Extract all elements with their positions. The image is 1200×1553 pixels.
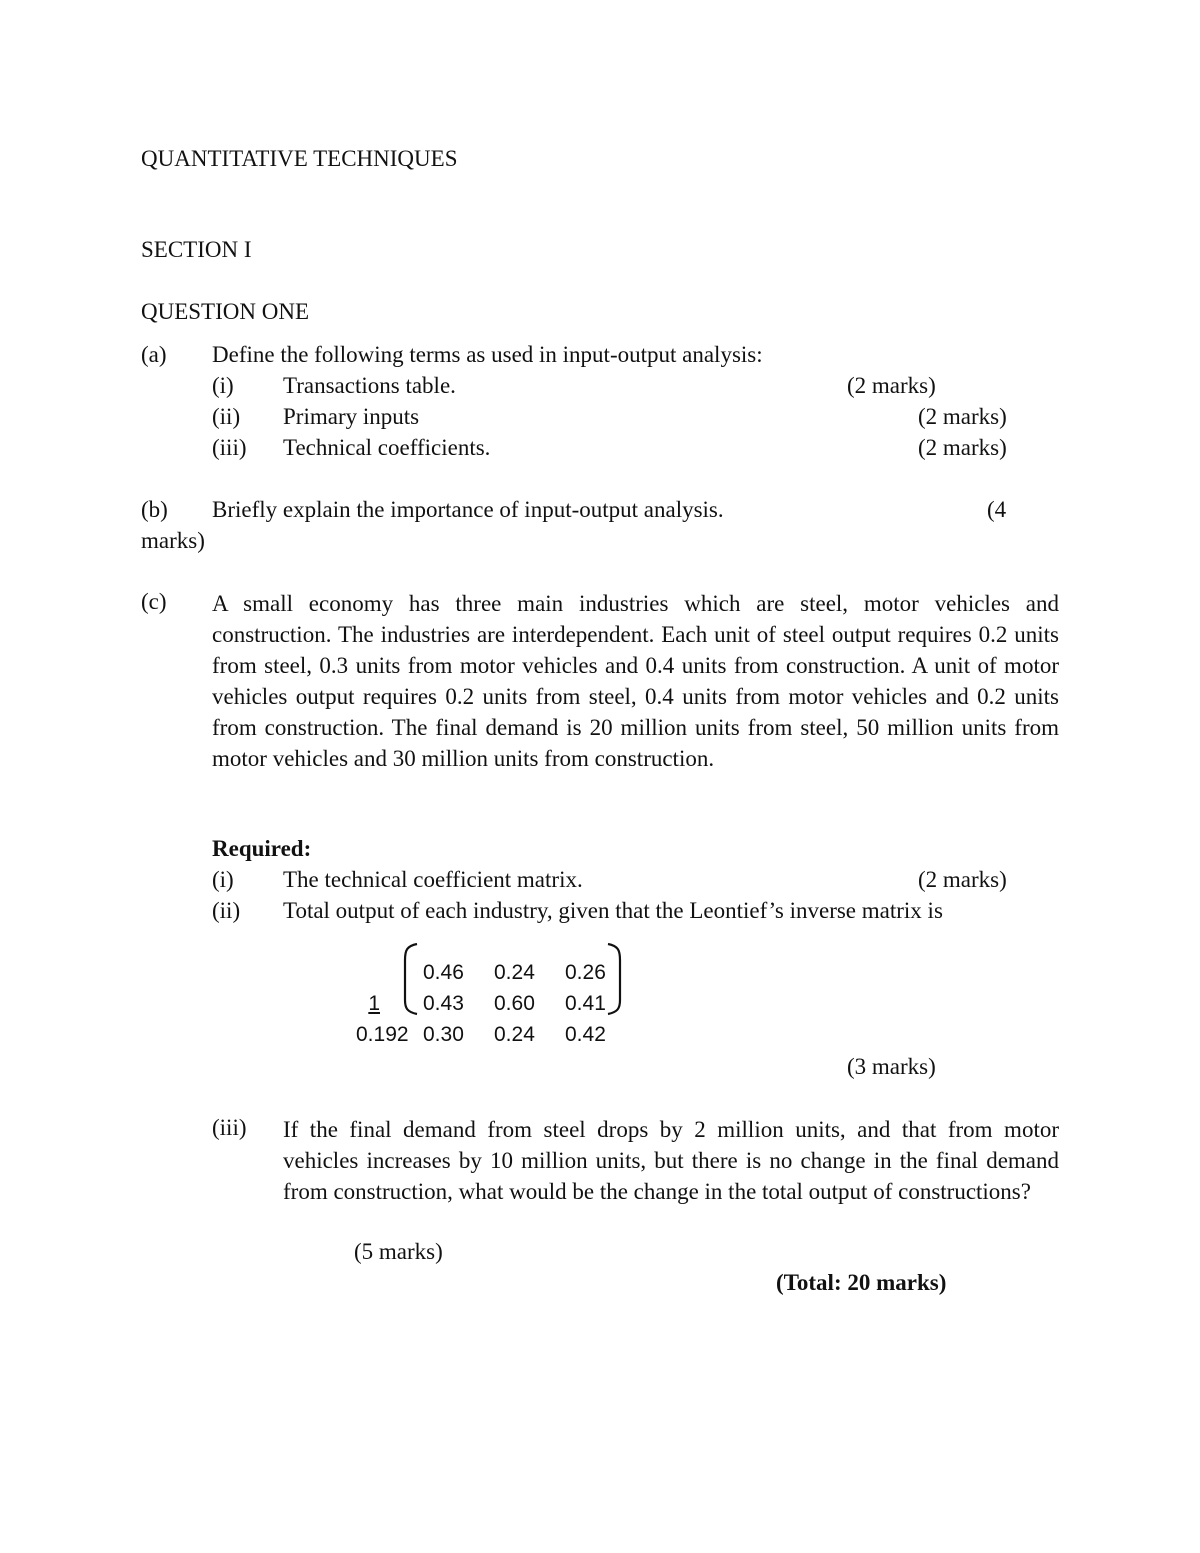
part-c-label: (c) xyxy=(141,589,167,614)
part-c-paragraph: A small economy has three main industries which are steel, motor vehicles and construction. The industries are interdependent. Each unit of steel output requires 0.2 units from steel, 0.3 units from motor vehicles and 0.4 units from construction. A unit of motor vehicles output requires 0.2 units from steel, 0.4 units from motor vehicles and 0.2 units from construction. The final demand is 20 million units from steel, 50 million units from motor vehicles and 30 million units from construction. xyxy=(212,591,1059,771)
part-b-text: Briefly explain the importance of input-output analysis. xyxy=(212,497,724,522)
part-c-item-iii-marks: (5 marks) xyxy=(354,1239,443,1264)
matrix-cell: 0.26 xyxy=(565,961,606,984)
part-a-item-marks: (2 marks) xyxy=(918,435,1007,460)
part-c-item-num: (i) xyxy=(212,867,234,892)
part-c-item-text: Total output of each industry, given that the Leontief’s inverse matrix is xyxy=(283,898,943,923)
part-a-item-num: (ii) xyxy=(212,404,241,429)
part-c-item-num: (iii) xyxy=(212,1115,247,1140)
matrix-cell: 0.24 xyxy=(494,961,535,984)
part-b-marks-close: marks) xyxy=(141,528,205,553)
matrix-fraction-denominator: 0.192 xyxy=(356,1023,409,1046)
matrix-cell: 0.43 xyxy=(423,992,464,1015)
part-a-item-text: Transactions table. xyxy=(283,373,456,398)
part-a-item-num: (i) xyxy=(212,373,234,398)
part-a-item-num: (iii) xyxy=(212,435,247,460)
part-c-item-iii-text: If the final demand from steel drops by 2 million units, and that from motor vehicles increases by 10 million units, but there is no change in the final demand from construction, what would be the change in the total output of constructions? xyxy=(283,1117,1059,1204)
part-c-item-num: (ii) xyxy=(212,898,241,923)
part-a-item-text: Primary inputs xyxy=(283,404,420,429)
part-a-text: Define the following terms as used in input-output analysis: xyxy=(212,342,763,367)
question-heading: QUESTION ONE xyxy=(141,299,310,324)
matrix-cell: 0.60 xyxy=(494,992,535,1015)
total-marks: (Total: 20 marks) xyxy=(776,1270,947,1295)
matrix-cell: 0.30 xyxy=(423,1023,464,1046)
part-c-item-text: The technical coefficient matrix. xyxy=(283,867,583,892)
matrix-marks: (3 marks) xyxy=(847,1054,936,1079)
part-c-item-marks: (2 marks) xyxy=(918,867,1007,892)
part-b-label: (b) xyxy=(141,497,168,522)
part-a-label: (a) xyxy=(141,342,167,367)
document-title: QUANTITATIVE TECHNIQUES xyxy=(141,146,458,171)
matrix-cell: 0.41 xyxy=(565,992,606,1015)
matrix-cell: 0.24 xyxy=(494,1023,535,1046)
matrix-fraction-numerator: 1 xyxy=(368,992,380,1015)
part-b-marks-wrap xyxy=(141,496,1016,558)
section-heading: SECTION I xyxy=(141,237,252,262)
matrix-cell: 0.42 xyxy=(565,1023,606,1046)
matrix-cell: 0.46 xyxy=(423,961,464,984)
part-a-item-marks: (2 marks) xyxy=(918,404,1007,429)
required-heading: Required: xyxy=(212,836,312,861)
part-a-item-marks: (2 marks) xyxy=(847,373,936,398)
part-b-marks-open: (4 xyxy=(987,497,1007,522)
part-a-item-text: Technical coefficients. xyxy=(283,435,491,460)
